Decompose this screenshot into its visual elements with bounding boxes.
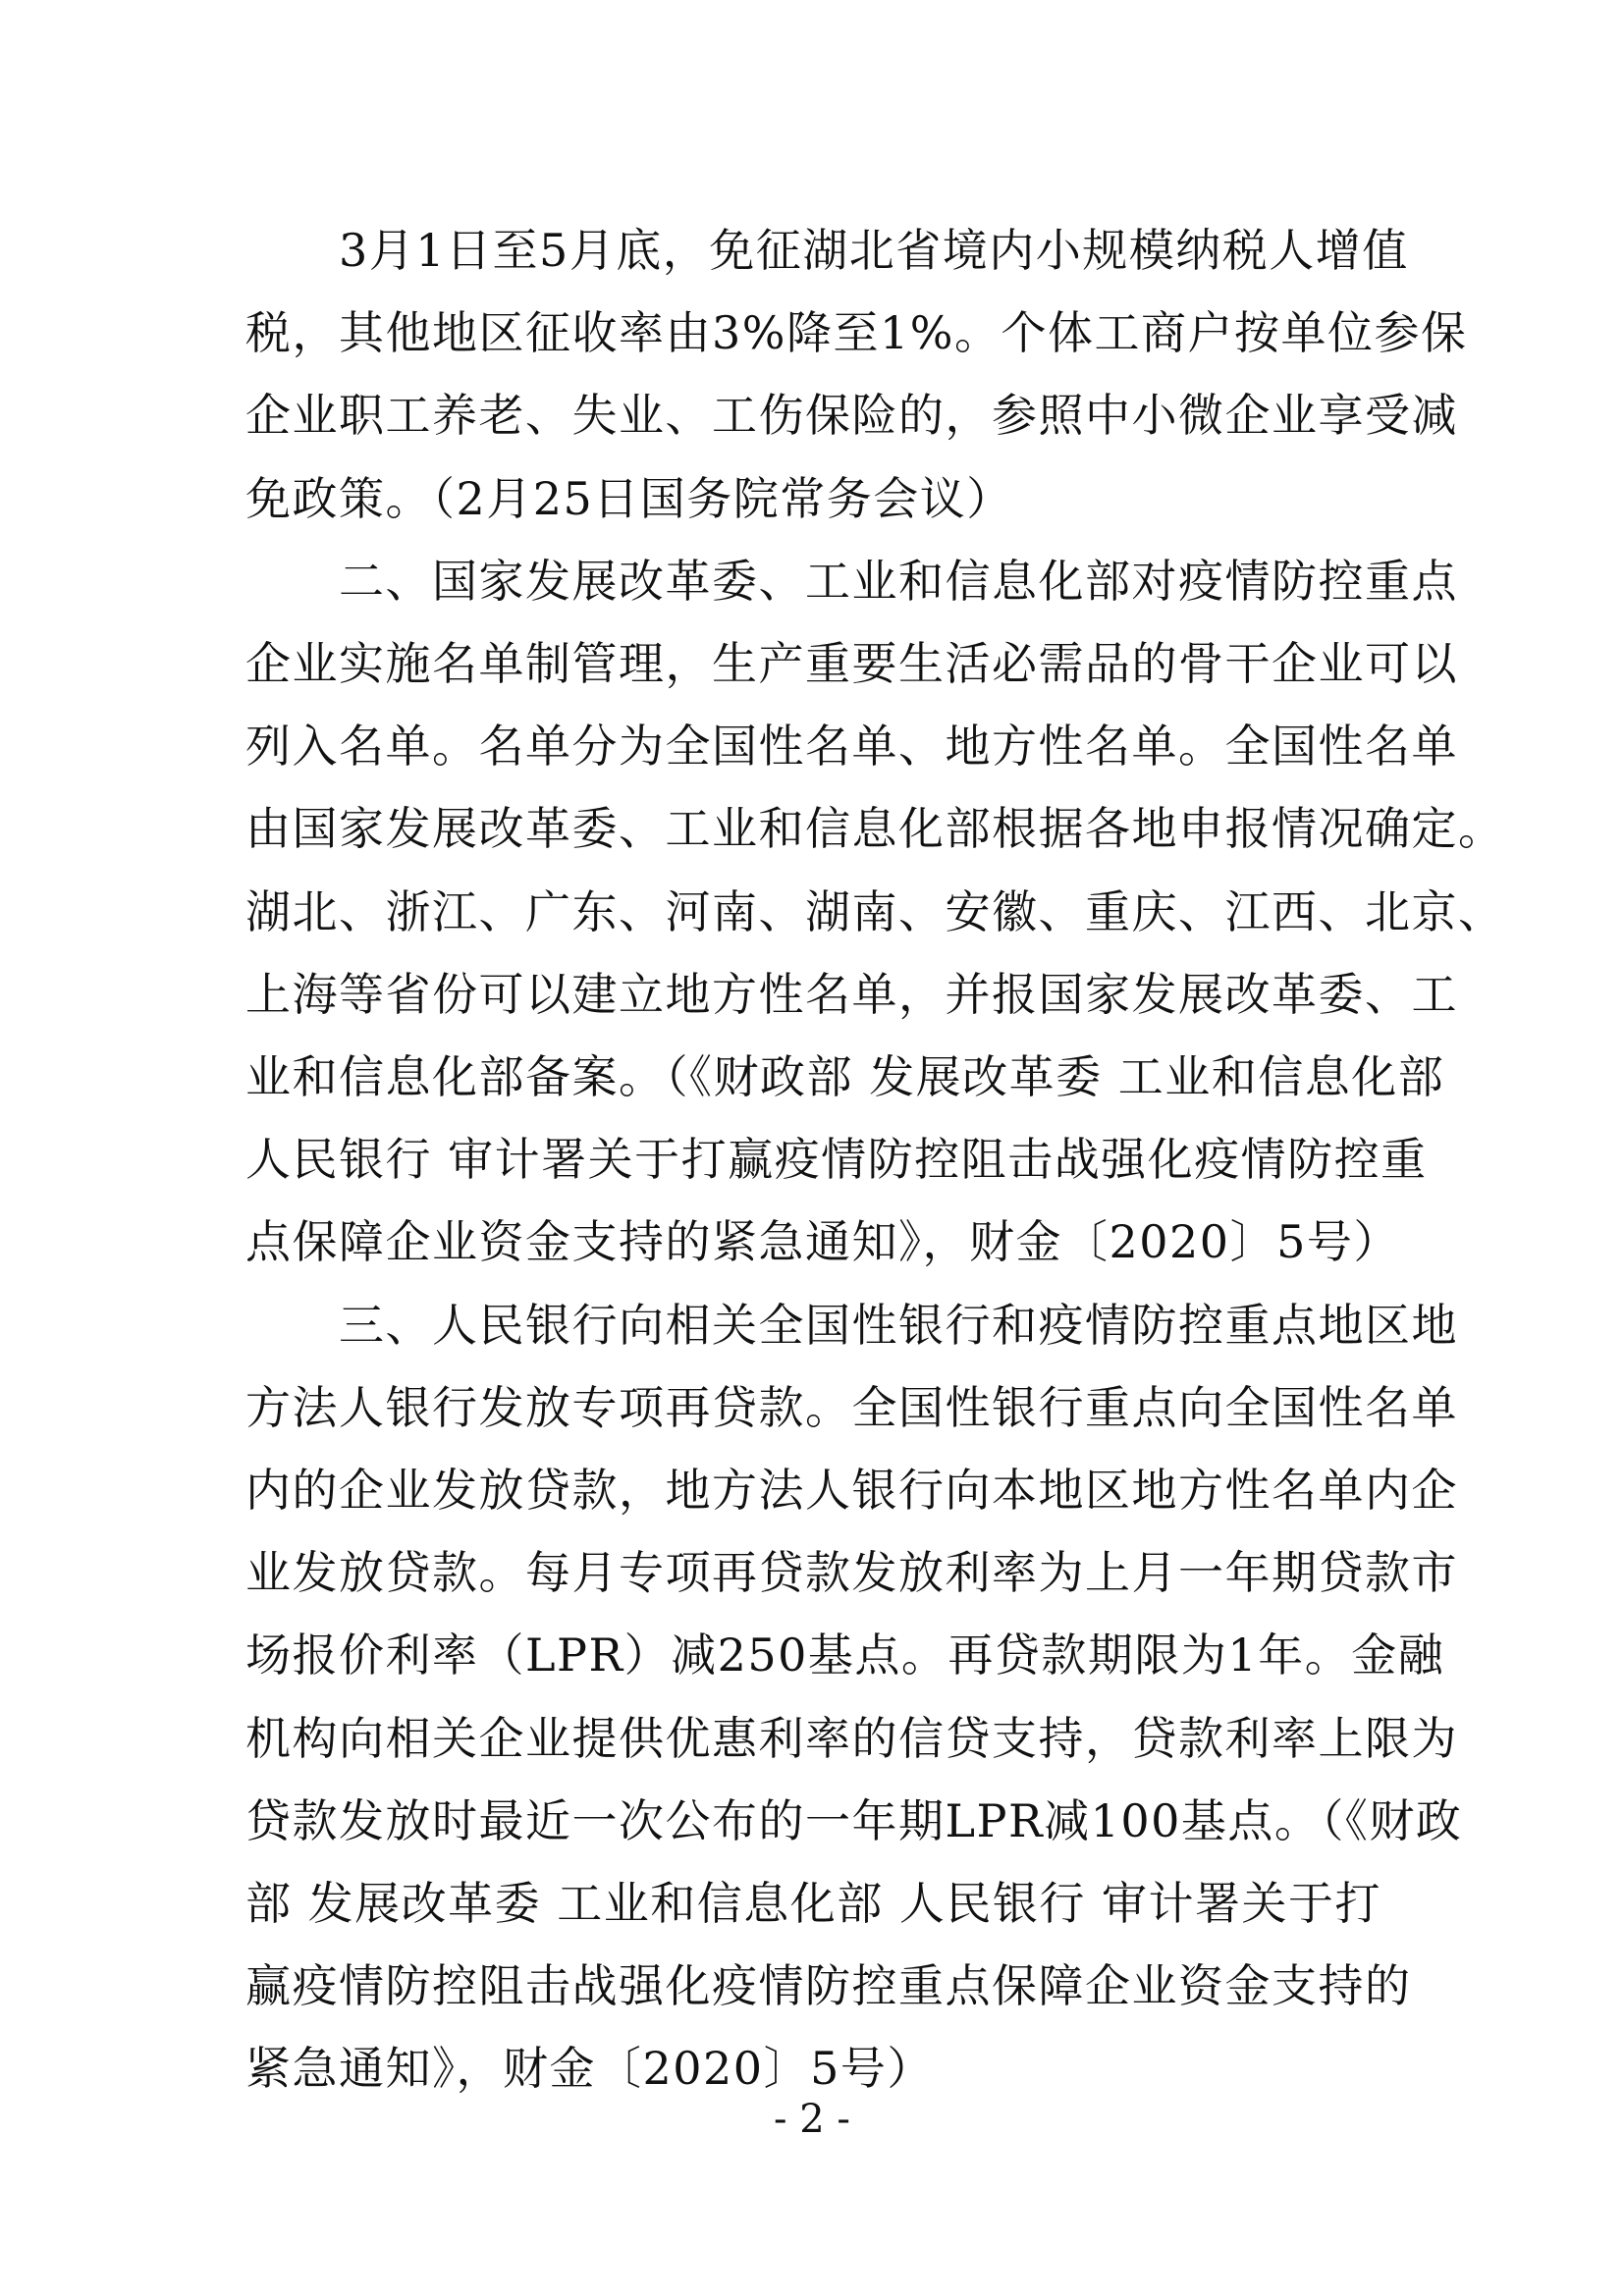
body-line: 内的企业发放贷款，地方法人银行向本地区地方性名单内企	[245, 1464, 1458, 1517]
body-line: 人民银行 审计署关于打赢疫情防控阻击战强化疫情防控重	[245, 1133, 1428, 1186]
body-line: 三、人民银行向相关全国性银行和疫情防控重点地区地	[245, 1299, 1458, 1352]
body-line: 业和信息化部备案。（《财政部 发展改革委 工业和信息化部	[245, 1050, 1445, 1103]
body-line: 场报价利率（LPR）减250基点。再贷款期限为1年。金融	[245, 1629, 1445, 1682]
body-line: 点保障企业资金支持的紧急通知》，财金〔2020〕5号）	[245, 1215, 1400, 1268]
body-line: 湖北、浙江、广东、河南、湖南、安徽、重庆、江西、北京、	[245, 885, 1505, 938]
body-line: 列入名单。名单分为全国性名单、地方性名单。全国性名单	[245, 720, 1458, 773]
body-line: 赢疫情防控阻击战强化疫情防控重点保障企业资金支持的	[245, 1959, 1412, 2012]
body-line: 税，其他地区征收率由3%降至1%。个体工商户按单位参保	[245, 306, 1468, 359]
body-line: 企业职工养老、失业、工伤保险的，参照中小微企业享受减	[245, 389, 1458, 442]
body-line: 免政策。（2月25日国务院常务会议）	[245, 472, 1013, 525]
body-line: 上海等省份可以建立地方性名单，并报国家发展改革委、工	[245, 968, 1458, 1021]
body-line: 企业实施名单制管理，生产重要生活必需品的骨干企业可以	[245, 637, 1458, 690]
body-line: 业发放贷款。每月专项再贷款发放利率为上月一年期贷款市	[245, 1546, 1458, 1599]
body-line: 由国家发展改革委、工业和信息化部根据各地申报情况确定。	[245, 802, 1505, 855]
body-line: 紧急通知》，财金〔2020〕5号）	[245, 2042, 934, 2095]
body-line: 机构向相关企业提供优惠利率的信贷支持，贷款利率上限为	[245, 1712, 1458, 1765]
body-line: 贷款发放时最近一次公布的一年期LPR减100基点。（《财政	[245, 1794, 1463, 1847]
body-line: 3月1日至5月底，免征湖北省境内小规模纳税人增值	[245, 224, 1409, 277]
page-number: - 2 -	[774, 2097, 850, 2142]
body-line: 方法人银行发放专项再贷款。全国性银行重点向全国性名单	[245, 1381, 1458, 1434]
body-line: 部 发展改革委 工业和信息化部 人民银行 审计署关于打	[245, 1877, 1381, 1930]
body-line: 二、国家发展改革委、工业和信息化部对疫情防控重点	[245, 555, 1458, 608]
